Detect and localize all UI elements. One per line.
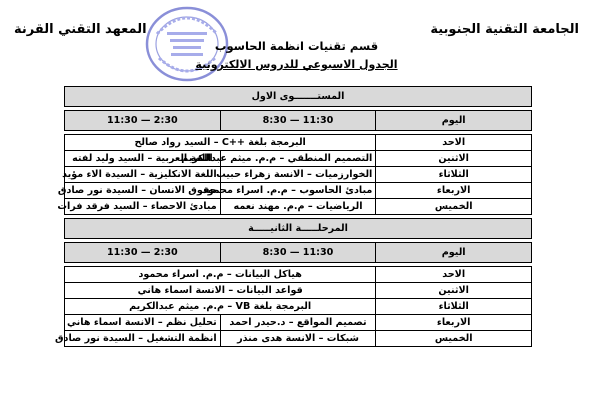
- lesson-cell: انظمة التشغيل – السيدة نور صادق: [65, 331, 221, 347]
- day-cell: الاربعاء: [376, 315, 532, 331]
- table-row: [65, 299, 532, 315]
- day-cell: الثلاثاء: [376, 167, 532, 183]
- schedule-subtitle: الجدول الاسبوعي للدروس الالكترونية: [195, 58, 398, 71]
- slot1-header: 8:30 — 11:30: [220, 111, 376, 131]
- level2-title-row: [65, 219, 532, 239]
- day-cell: الاحد: [376, 267, 532, 283]
- table-row: [65, 135, 532, 151]
- table-row: [65, 151, 532, 167]
- lesson-cell: تصميم المواقع – د.حيدر احمد: [220, 315, 376, 331]
- lesson-cell: اللغة الانكليزية – السيدة الاء مؤيد: [65, 167, 221, 183]
- day-header: اليوم: [376, 243, 532, 263]
- lesson-cell: حقوق الانسان – السيدة نور صادق: [65, 183, 221, 199]
- table-row: [65, 331, 532, 347]
- lesson-cell: اللغة العربية – السيد وليد لفته: [65, 151, 221, 167]
- lesson-cell: قواعد البيانات – الانسة اسماء هاني: [65, 283, 376, 299]
- institute-name: المعهد التقني القرنة: [14, 22, 147, 37]
- slot2-header: 11:30 — 2:30: [65, 243, 221, 263]
- lesson-cell: شبكات – الانسة هدى منذر: [220, 331, 376, 347]
- university-name: الجامعة التقنية الجنوبية: [430, 22, 579, 37]
- day-cell: الاربعاء: [376, 183, 532, 199]
- day-cell: الثلاثاء: [376, 299, 532, 315]
- slot2-header: 11:30 — 2:30: [65, 111, 221, 131]
- table-row: [65, 267, 532, 283]
- level1-title: المستـــــــوى الاول: [65, 87, 532, 107]
- department-title: قسم تقنيات انظمة الحاسوب: [214, 39, 379, 53]
- level1-header-row: [65, 111, 532, 131]
- day-cell: الاثنين: [376, 151, 532, 167]
- lesson-cell: البرمجة بلغة ++C – السيد رواد صالح: [65, 135, 376, 151]
- lesson-cell: البرمجة بلغة VB – م.م. ميثم عبدالكريم: [65, 299, 376, 315]
- day-cell: الاثنين: [376, 283, 532, 299]
- day-cell: الخميس: [376, 199, 532, 215]
- table-row: [65, 315, 532, 331]
- table-row: [65, 283, 532, 299]
- level1-title-row: [65, 87, 532, 107]
- lesson-cell: هياكل البيانات – م.م. اسراء محمود: [65, 267, 376, 283]
- lesson-cell: الرياضيات – م.م. مهند نعمه: [220, 199, 376, 215]
- slot1-header: 8:30 — 11:30: [220, 243, 376, 263]
- day-cell: الاحد: [376, 135, 532, 151]
- level2-title: المرحلـــــة الثانيـــــة: [65, 219, 532, 239]
- day-header: اليوم: [376, 111, 532, 131]
- lesson-cell: مبادئ الاحصاء – السيد فرقد فرات: [65, 199, 221, 215]
- weekly-schedule-table: [54, 86, 532, 347]
- day-cell: الخميس: [376, 331, 532, 347]
- lesson-cell: الخوارزميات – الانسة زهراء حبيب: [220, 167, 376, 183]
- lesson-cell: تحليل نظم – الانسة اسماء هاني: [65, 315, 221, 331]
- table-row: [65, 167, 532, 183]
- table-row: [65, 183, 532, 199]
- lesson-cell: التصميم المنطقي – م.م. ميثم عبدالكريم: [220, 151, 376, 167]
- lesson-cell: مبادئ الحاسوب – م.م. اسراء محمود: [220, 183, 376, 199]
- table-row: [65, 199, 532, 215]
- level2-header-row: [65, 243, 532, 263]
